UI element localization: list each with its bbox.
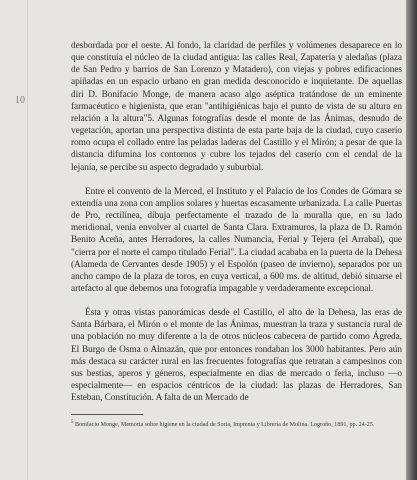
- footnote-rule: [71, 414, 143, 415]
- paragraph-3: Ésta y otras vistas panorámicas desde el Castillo, el alto de la Dehesa, las eras de Santa Bárbara, el Mirón o el monte de las Ánimas, muestran la traza y sustancia rural de una población no muy diferente a la de otros núcleos cabecera de partido como Ágreda, El Burgo de Osma o Almazán, que por entonces rondaban los 3000 habitantes. Pero aún más destaca su carácter rural en las frecuentes fotografías que retratan a campesinos con sus bestias, aperos y géneros, especialmente en días de mercado o feria, incluso —o especialmente— en espacios céntricos de la ciudad: las plazas de Herradores, San Esteban, Constitución. A falta de un Mercado de: [71, 308, 402, 404]
- footnote-text: Bonifacio Monge, Memoria sobre higiene en la ciudad de Soria, Imprenta y Librería de Molina. Logroño, 1891, pp. 24-25.: [75, 422, 375, 429]
- page-edge-shadow: [406, 0, 417, 480]
- body-text: [71, 40, 402, 404]
- footnote: [71, 419, 405, 429]
- margin-rule: [27, 0, 28, 480]
- paragraph-2: Entre el convento de la Merced, el Instituto y el Palacio de los Condes de Gómara se extendía una zona con amplios solares y huertas escasamente urbanizada. La calle Puertas de Pro, rectilínea, dibuja perfectamente el trazado de la muralla que, en su lado meridional, venía envolver al cuartel de Santa Clara. Extramuros, la plaza de D. Ramón Benito Aceña, antes Herradores, la calles Numancia, Ferial y Tejera (el Arrabal), que "cierra por el norte el campo titulado Ferial". La ciudad acababa en la puerta de la Dehesa (Alameda de Cervantes desde 1905) y el Espolón (paseo de invierno), separados por un ancho campo de la plaza de toros, en cuya vertical, a 600 ms. de altitud, debió situarse el artefacto al que debemos una fotografía impagable y verdaderamente excepcional.: [71, 186, 402, 294]
- paragraph-1: desbordada por el oeste. Al fondo, la claridad de perfiles y volúmenes desaparece en lo que constituía el núcleo de la ciudad antigua: las calles Real, Zapatería y aledañas (plaza de San Pedro y barrios de San Lorenzo y Matadero), con viejas y pobres edificaciones apiñadas en un espacio urbano en gran medida desconocido e inquietante. De aquellas diri D. Bonifacio Monge, de manera acaso algo aséptica tratándose de un eminente farmacéutico e higienista, que eran "antihigiénicas bajo el punto de vista de su altura en relación a la altura"5. Algunas fotografías desde el monte de las Ánimas, desnudo de vegetación, aportan una perspectiva distinta de esta parte baja de la ciudad, cuyo caserío romo ocupa el collado entre las peladas laderas del Castillo y el Mirón; a pesar de que la distancia difumina los contornos y cubre los tejados del caserío con el cendal de la lejanía, se percibe su aspecto degradado y suburbial.: [71, 41, 402, 173]
- footnote-marker: 5: [71, 420, 74, 425]
- page-number: 10: [15, 95, 25, 106]
